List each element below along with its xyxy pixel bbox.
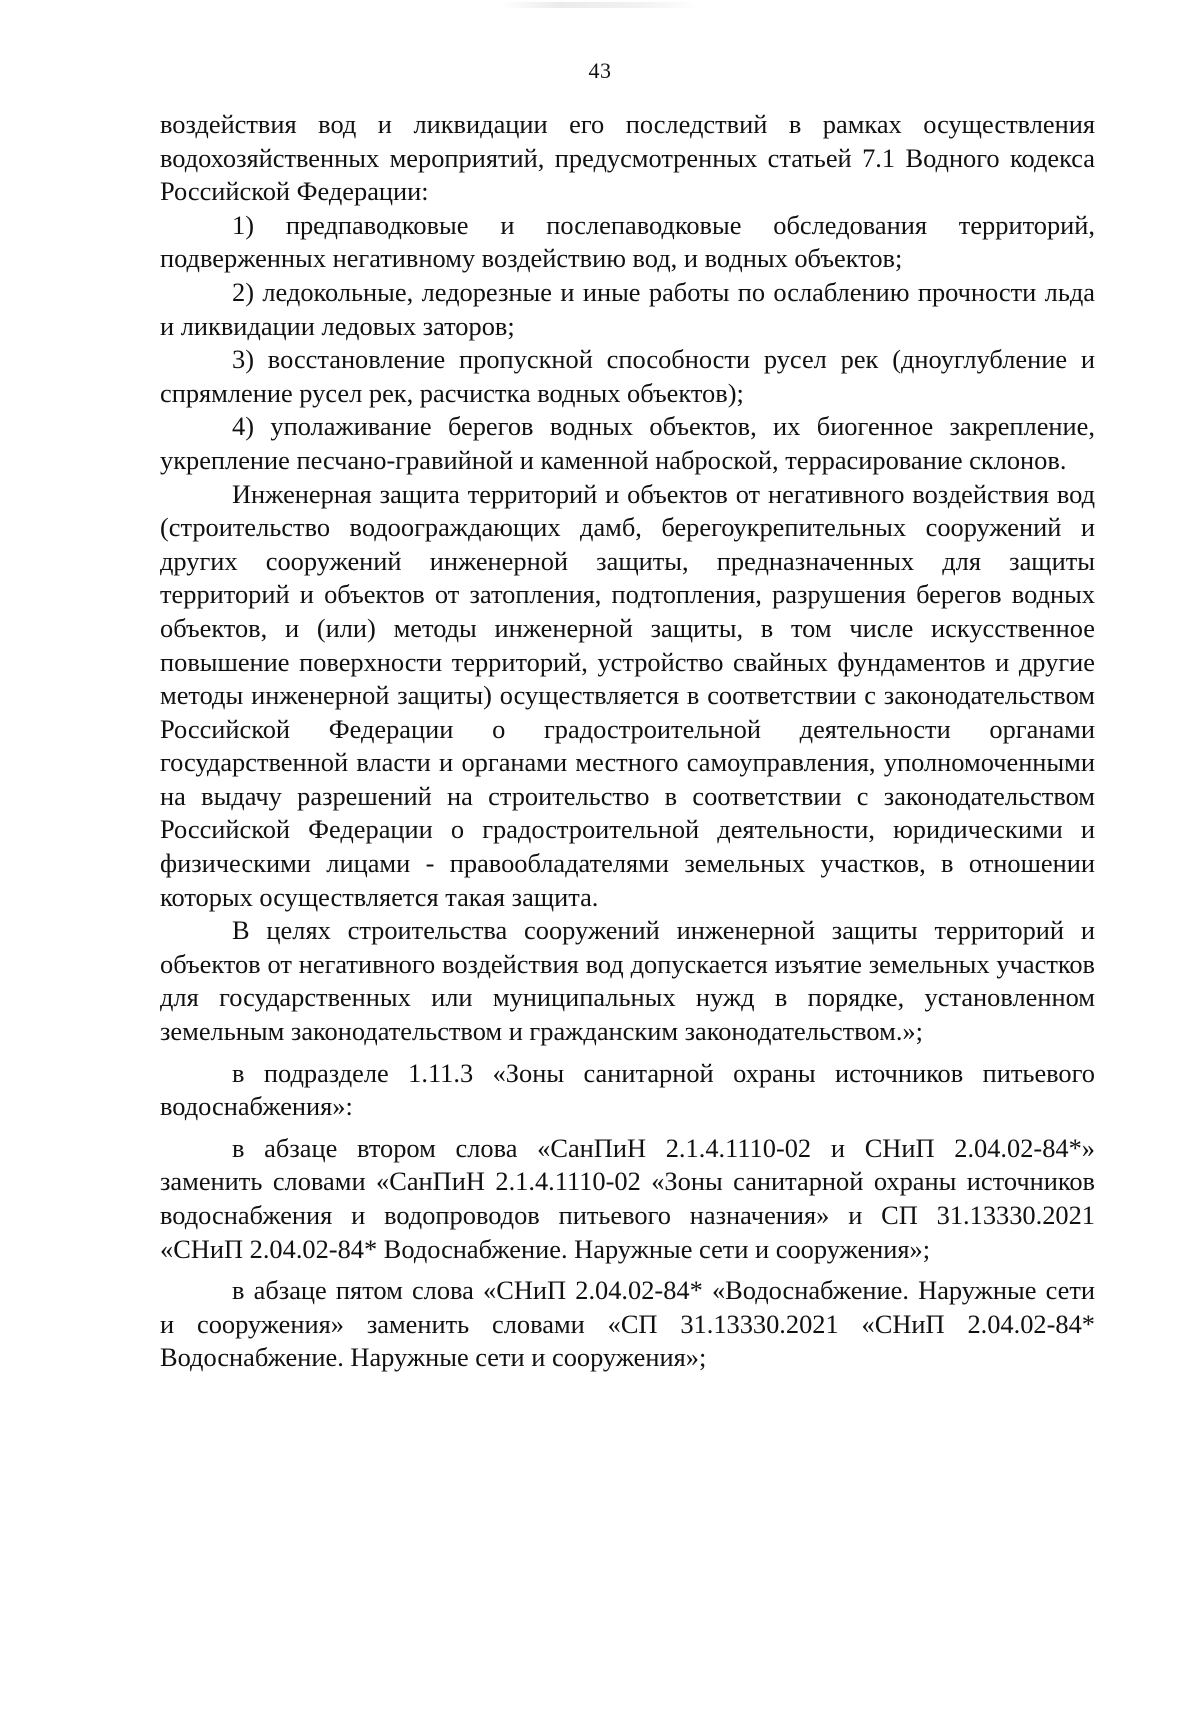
list-item-1: 1) предпаводковые и послепаводковые обследования территорий, подверженных негативному воздействию вод, и водных объектов;: [160, 209, 1095, 274]
paragraph-subsection-1-11-3: в подразделе 1.11.3 «Зоны санитарной охраны источников питьевого водоснабжения»:: [160, 1057, 1095, 1122]
list-item-4: 4) уполаживание берегов водных объектов, их биогенное закрепление, укрепление песчано-гравийной и каменной наброской, террасирование склонов.: [160, 411, 1095, 475]
list-item-2: 2) ледокольные, ледорезные и иные работы по ослаблению прочности льда и ликвидации ледовых заторов;: [160, 276, 1095, 341]
list-item-3: 3) восстановление пропускной способности русел рек (дноуглубление и спрямление русел рек, расчистка водных объектов);: [160, 344, 1095, 408]
paragraph-engineering-protection: Инженерная защита территорий и объектов от негативного воздействия вод (строительство водоограждающих дамб, берегоукрепительных сооружений и других сооружений инженерной защиты, предназначенных для защиты территорий и объектов от затопления, подтопления, разрушения берегов водных объектов, и (или) методы инженерной защиты, в том числе искусственное повышение поверхности территорий, устройство свайных фундаментов и другие методы инженерной защиты) осуществляется в соответствии с законодательством Российской Федерации о градостроительной деятельности органами государственной власти и органами местного самоуправления, уполномоченными на выдачу разрешений на строительство в соответствии с законодательством Российской Федерации о градостроительной деятельности, юридическими и физическими лицами - правообладателями земельных участков, в отношении которых осуществляется такая защита.: [160, 478, 1095, 912]
paragraph-land-seizure: В целях строительства сооружений инженерной защиты территорий и объектов от негативного воздействия вод допускается изъятие земельных участков для государственных или муниципальных нужд в порядке, установленном земельным законодательством и гражданским законодательством.»;: [160, 915, 1095, 1047]
document-body: [160, 108, 1095, 1375]
paragraph-fifth-clause: в абзаце пятом слова «СНиП 2.04.02-84* «Водоснабжение. Наружные сети и сооружения» заменить словами «СП 31.13330.2021 «СНиП 2.04.02-84* Водоснабжение. Наружные сети и сооружения»;: [160, 1275, 1095, 1373]
page-number: 43: [588, 58, 612, 83]
paragraph-second-clause: в абзаце втором слова «СанПиН 2.1.4.1110-02 и СНиП 2.04.02-84*» заменить словами «СанПиН 2.1.4.1110-02 «Зоны санитарной охраны источников водоснабжения и водопроводов питьевого назначения» и СП 31.13330.2021 «СНиП 2.04.02-84* Водоснабжение. Наружные сети и сооружения»;: [160, 1132, 1095, 1264]
scan-artifact: [500, 2, 700, 8]
paragraph-continuation: воздействия вод и ликвидации его последствий в рамках осуществления водохозяйственных мероприятий, предусмотренных статьей 7.1 Водного кодекса Российской Федерации:: [160, 109, 1095, 207]
